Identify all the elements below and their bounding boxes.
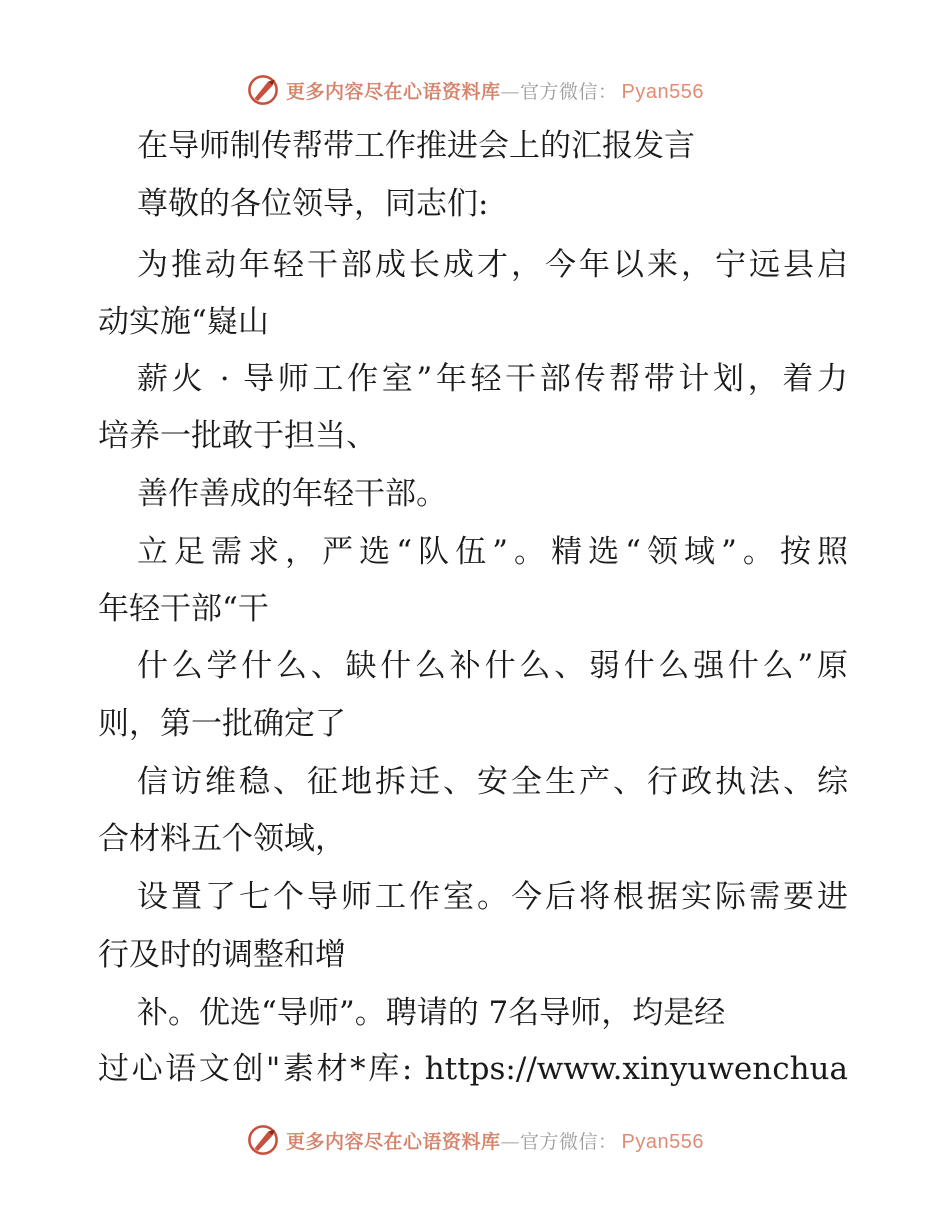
text-line: 补。优选“导师”。聘请的 7名导师，均是经 <box>137 995 726 1031</box>
text-line: 设置了七个导师工作室。今后将根据实际需要进 <box>137 879 848 915</box>
text-line: 薪火 · 导师工作室”年轻干部传帮带计划，着力 <box>137 361 848 397</box>
watermark-text <box>286 77 704 104</box>
text-line: 年轻干部“干 <box>98 591 269 627</box>
watermark-main: 更多内容尽在心语资料库 <box>285 80 501 103</box>
watermark-dash: — <box>500 1130 520 1153</box>
text-line: 善作善成的年轻干部。 <box>137 476 447 512</box>
header-watermark <box>0 70 950 110</box>
text-line: 合材料五个领域， <box>98 821 346 857</box>
text-line: 培养一批敢于担当、 <box>98 418 377 454</box>
salutation: 尊敬的各位领导，同志们: <box>137 186 489 222</box>
pen-logo-icon <box>246 1123 280 1157</box>
watermark-colon: ： <box>598 1130 618 1153</box>
watermark-inner <box>246 73 704 107</box>
text-line: 信访维稳、征地拆迁、安全生产、行政执法、综 <box>137 764 848 800</box>
text-line: 立足需求，严选“队伍”。精选“领域”。按照 <box>137 534 848 570</box>
text-line: 什么学什么、缺什么补什么、弱什么强什么”原 <box>137 648 848 684</box>
watermark-official: 官方微信 <box>520 1130 599 1153</box>
watermark-official: 官方微信 <box>520 80 599 103</box>
watermark-colon: ： <box>598 80 618 103</box>
footer-watermark <box>0 1120 950 1160</box>
watermark-inner <box>246 1123 704 1157</box>
watermark-wechat-id: Pyan556 <box>621 80 704 103</box>
text-line: 动实施“嶷山 <box>98 304 269 340</box>
text-line: 为推动年轻干部成长成才，今年以来，宁远县启 <box>137 247 848 283</box>
watermark-wechat-id: Pyan556 <box>621 1130 704 1153</box>
watermark-main: 更多内容尽在心语资料库 <box>285 1130 501 1153</box>
watermark-dash: — <box>500 80 520 103</box>
document-title: 在导师制传帮带工作推进会上的汇报发言 <box>137 128 695 164</box>
text-line: 则，第一批确定了 <box>98 706 346 742</box>
text-line: 行及时的调整和增 <box>98 937 346 973</box>
watermark-text <box>286 1127 704 1154</box>
text-line-url: 过心语文创"素材*库: https://www.xinyuwenchua <box>98 1051 848 1087</box>
pen-logo-icon <box>246 73 280 107</box>
